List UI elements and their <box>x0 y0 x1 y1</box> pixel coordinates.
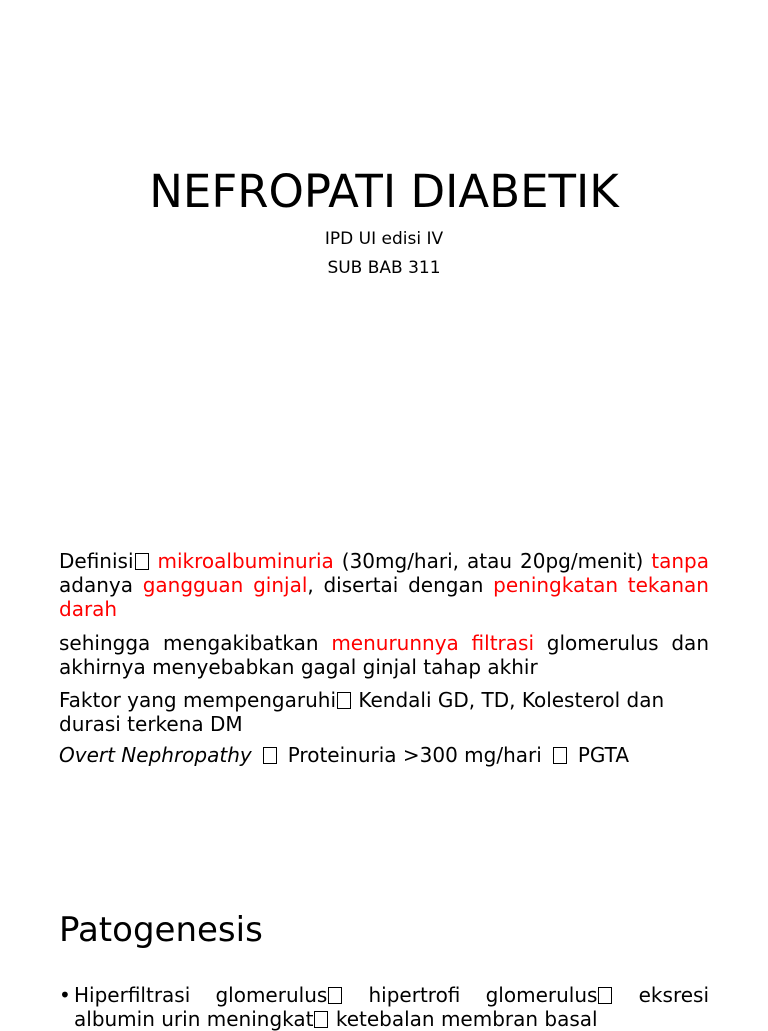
overt-term: Overt Nephropathy <box>59 743 252 767</box>
term-gangguan-ginjal: gangguan ginjal <box>142 573 308 597</box>
arrow-icon <box>135 553 149 570</box>
arrow-icon <box>553 747 567 764</box>
consequence-paragraph <box>59 631 709 679</box>
definition-range: (30mg/hari, atau 20pg/menit) <box>333 549 652 573</box>
definition-disertai: , disertai dengan <box>307 573 494 597</box>
definition-paragraph <box>59 549 709 621</box>
arrow-icon <box>337 692 351 709</box>
term-tanpa: tanpa <box>651 549 709 573</box>
factors-paragraph <box>59 688 709 736</box>
subtitle-source: IPD UI edisi IV <box>324 229 444 249</box>
arrow-icon <box>598 987 612 1004</box>
arrow-icon <box>328 987 342 1004</box>
consequence-pre: sehingga mengakibatkan <box>59 631 332 655</box>
term-mikroalbuminuria: mikroalbuminuria <box>157 549 334 573</box>
factors-value: Kendali GD, TD, Kolesterol dan durasi terkena DM <box>59 688 665 736</box>
definition-adanya: adanya <box>59 573 143 597</box>
bullet-icon: • <box>59 983 71 1007</box>
overt-proteinuria: Proteinuria >300 mg/hari <box>287 743 542 767</box>
patogenesis-heading: Patogenesis <box>59 910 263 950</box>
term-menurunnya-filtrasi: menurunnya filtrasi <box>331 631 535 655</box>
subtitle-chapter: SUB BAB 311 <box>327 258 441 278</box>
overt-nephropathy-line <box>59 743 709 767</box>
arrow-icon <box>314 1011 328 1028</box>
overt-pgta: PGTA <box>577 743 630 767</box>
term-peningkatan-tekanan-darah: peningkatan tekanan darah <box>59 573 709 621</box>
consequence-post: glomerulus dan akhirnya menyebabkan gagal ginjal tahap akhir <box>59 631 709 679</box>
slide-title: NEFROPATI DIABETIK <box>149 165 619 218</box>
arrow-icon <box>263 747 277 764</box>
factors-label: Faktor yang mempengaruhi <box>59 688 337 712</box>
list-item: • Hiperfiltrasi glomerulus hipertrofi glomerulus eksresi albumin urin meningkat ketebalan membran basal <box>59 983 710 1031</box>
definition-label: Definisi <box>59 549 134 573</box>
